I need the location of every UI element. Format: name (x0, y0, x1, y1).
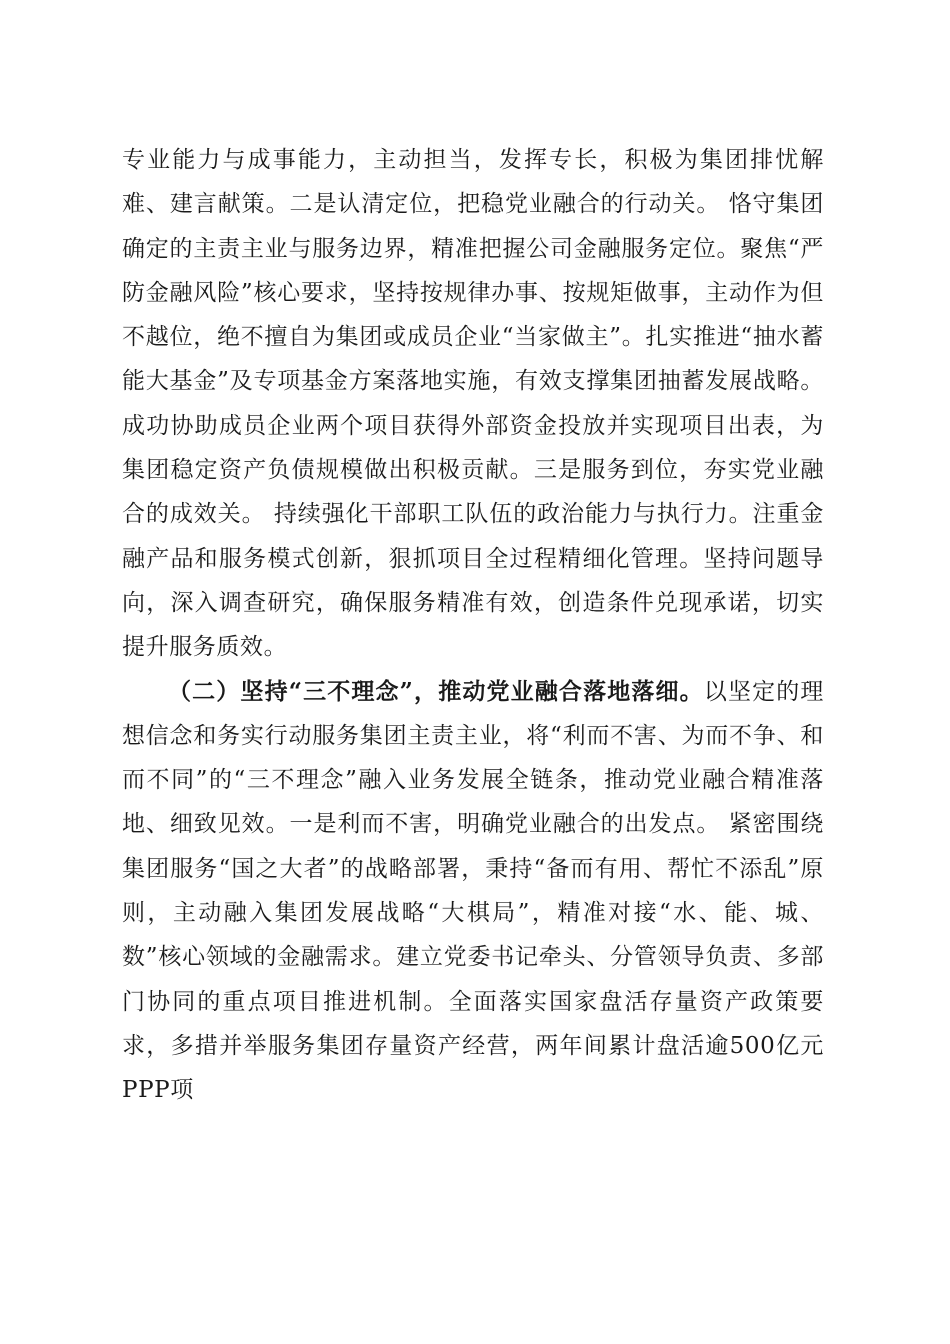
document-body (122, 138, 824, 1113)
paragraph-continued: 专业能力与成事能力，主动担当，发挥专长，积极为集团排忧解难、建言献策。二是认清定位，把稳党业融合的行动关。 恪守集团确定的主责主业与服务边界，精准把握公司金融服务定位。聚焦“严防金融风险”核心要求，坚持按规律办事、按规矩做事，主动作为但不越位，绝不擅自为集团或成员企业“当家做主”。扎实推进“抽水蓄能大基金”及专项基金方案落地实施，有效支撑集团抽蓄发展战略。成功协助成员企业两个项目获得外部资金投放并实现项目出表，为集团稳定资产负债规模做出积极贡献。三是服务到位，夯实党业融合的成效关。 持续强化干部职工队伍的政治能力与执行力。注重金融产品和服务模式创新，狠抓项目全过程精细化管理。坚持问题导向，深入调查研究，确保服务精准有效，创造条件兑现承诺，切实提升服务质效。 (122, 147, 824, 661)
section-body: 以坚定的理想信念和务实行动服务集团主责主业，将“利而不害、为而不争、和而不同”的“三不理念”融入业务发展全链条，推动党业融合精准落地、细致见效。一是利而不害，明确党业融合的出发点。 紧密围绕集团服务“国之大者”的战略部署，秉持“备而有用、帮忙不添乱”原则，主动融入集团发展战略“大棋局”，精准对接“水、能、城、数”核心领域的金融需求。建立党委书记牵头、分管领导负责、多部门协同的重点项目推进机制。全面落实国家盘活存量资产政策要求，多措并举服务集团存量资产经营，两年间累计盘活逾500亿元PPP项 (122, 678, 824, 1104)
paragraph-section-two (122, 670, 824, 1113)
section-heading: （二）坚持“三不理念”，推动党业融合落地落细。 (168, 677, 704, 705)
